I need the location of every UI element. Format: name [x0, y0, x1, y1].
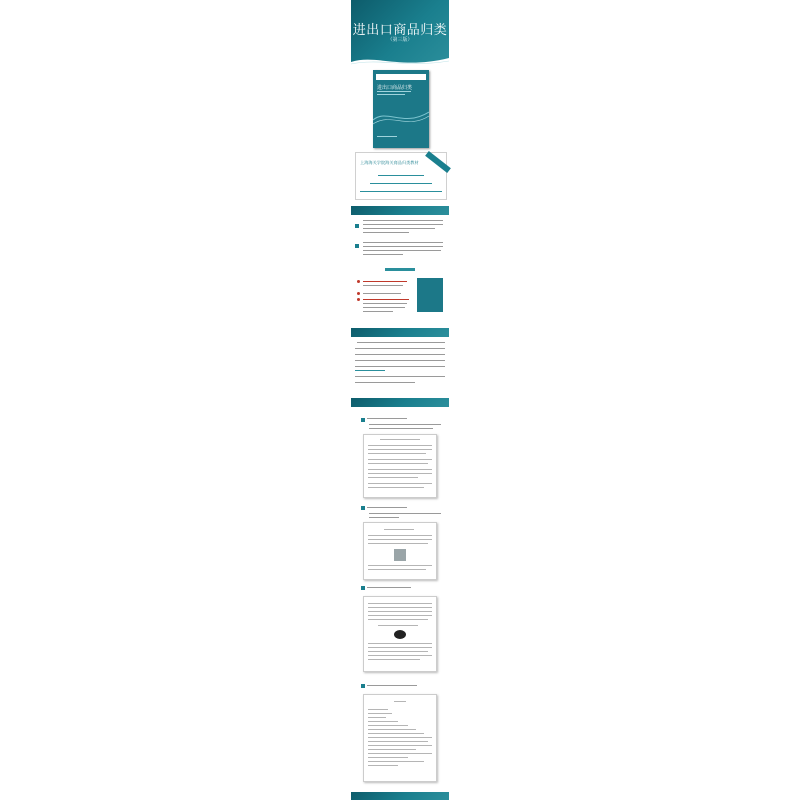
header-banner [351, 0, 449, 68]
cover-band [376, 74, 426, 80]
book-cover-image[interactable] [373, 70, 429, 148]
section-header-intro [351, 206, 449, 215]
sample-icon [361, 506, 365, 510]
sample-page-3[interactable] [363, 596, 437, 672]
section-header-samples [351, 398, 449, 407]
sample-icon [361, 418, 365, 422]
cover-wave [373, 102, 429, 132]
sample-page-2[interactable] [363, 522, 437, 580]
info-icon [355, 224, 359, 228]
sample-page-4[interactable] [363, 694, 437, 782]
info-icon [355, 244, 359, 248]
banner-wave [351, 54, 449, 68]
promo-title: 上海海关学院海关商品归类教材 [360, 160, 419, 165]
product-detail-strip [351, 0, 449, 800]
sample-figure [394, 549, 406, 561]
promo-corner-tag [425, 151, 451, 173]
sub-heading-bar [385, 268, 415, 271]
sample-page-1[interactable] [363, 434, 437, 498]
sample-icon [361, 684, 365, 688]
page-title: 进出口商品归类 [352, 23, 448, 38]
sample-icon [361, 586, 365, 590]
cover-title: 进出口商品归类 [377, 85, 413, 91]
footer-band [351, 792, 449, 800]
promo-box [355, 152, 447, 200]
page-subtitle: （第三版） [387, 37, 413, 43]
section-header-toc [351, 328, 449, 337]
book-thumbnail [417, 278, 443, 312]
sample-figure [394, 630, 406, 639]
